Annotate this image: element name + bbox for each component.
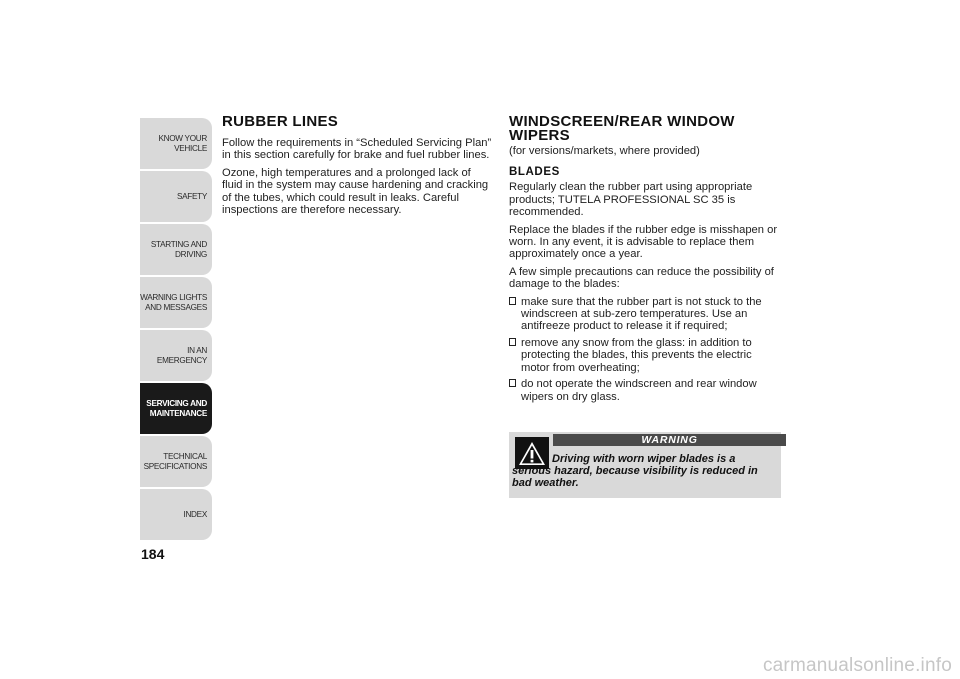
section-title: WINDSCREEN/REAR WINDOW WIPERS — [509, 113, 735, 144]
tab-warning-lights-and-messages[interactable] — [140, 277, 212, 328]
warning-box — [509, 432, 781, 498]
paragraph: A few simple precautions can reduce the possibility of damage to the blades: — [509, 265, 774, 291]
list-item — [509, 296, 781, 333]
tab-in-an-emergency[interactable] — [140, 330, 212, 381]
list-item-text: make sure that the rubber part is not stuck to the windscreen at sub-zero temperatures. Use an antifreeze product to release it if required; — [521, 295, 762, 333]
tab-label-line: TECHNICAL — [163, 451, 207, 461]
list-item-text: remove any snow from the glass: in addition to protecting the blades, this prevents the electric motor from overheating; — [521, 336, 752, 374]
tab-label-line: DRIVING — [174, 249, 207, 259]
tab-label-line: SPECIFICATIONS — [143, 461, 207, 471]
tab-label-line: KNOW YOUR — [158, 133, 207, 143]
tab-label — [146, 399, 207, 419]
tab-safety[interactable] — [140, 171, 212, 222]
list-item — [509, 378, 781, 403]
tab-label-line: AND MESSAGES — [145, 302, 207, 312]
rubber-lines-section — [222, 112, 494, 221]
precautions-list — [509, 296, 781, 403]
tab-technical-specifications[interactable] — [140, 436, 212, 487]
section-title: RUBBER LINES — [222, 113, 339, 130]
tab-label — [144, 452, 207, 472]
paragraph: Follow the requirements in “Scheduled Servicing Plan” in this section carefully for brake and fuel rubber lines. — [222, 137, 492, 162]
tab-starting-and-driving[interactable] — [140, 224, 212, 275]
tab-label-line: VEHICLE — [174, 143, 207, 153]
versions-note: (for versions/markets, where provided) — [509, 145, 700, 157]
tab-label — [140, 346, 207, 366]
page-number: 184 — [141, 546, 165, 562]
tab-label — [183, 510, 207, 520]
tab-label-line: IN AN EMERGENCY — [156, 345, 207, 365]
watermark: carmanualsonline.info — [762, 655, 952, 676]
paragraph: Ozone, high temperatures and a prolonged lack of fluid in the system may cause hardening and cracking of the tubes, which could result in leaks. Careful inspections are therefore necessary. — [222, 166, 489, 217]
tab-label — [177, 192, 207, 202]
warning-text: Driving with worn wiper blades is a serious hazard, because visibility is reduced in bad weather. — [512, 453, 758, 490]
wipers-section — [509, 112, 781, 407]
tab-servicing-and-maintenance[interactable] — [140, 383, 212, 434]
tab-label-line: SERVICING AND — [146, 398, 207, 408]
tab-label-line: INDEX — [183, 509, 207, 519]
tab-label-line: SAFETY — [176, 191, 207, 201]
list-item — [509, 337, 781, 374]
tab-label — [158, 134, 207, 154]
tab-label-line: STARTING AND — [150, 239, 207, 249]
list-item-text: do not operate the windscreen and rear window wipers on dry glass. — [521, 378, 757, 403]
tab-label-line: MAINTENANCE — [149, 408, 207, 418]
checkbox-bullet-icon — [509, 338, 516, 346]
tab-index[interactable] — [140, 489, 212, 540]
tab-label-line: WARNING LIGHTS — [140, 292, 207, 302]
tab-label — [140, 293, 207, 313]
warning-heading: WARNING — [553, 434, 786, 446]
paragraph: Regularly clean the rubber part using appropriate products; TUTELA PROFESSIONAL SC 35 is recommended. — [509, 181, 753, 219]
checkbox-bullet-icon — [509, 379, 516, 387]
tab-know-your-vehicle[interactable] — [140, 118, 212, 169]
subheading-blades: BLADES — [509, 166, 560, 179]
checkbox-bullet-icon — [509, 297, 516, 305]
paragraph: Replace the blades if the rubber edge is misshapen or worn. In any event, it is advisable to replace them approximately once a year. — [509, 223, 778, 261]
tab-label — [151, 240, 207, 260]
